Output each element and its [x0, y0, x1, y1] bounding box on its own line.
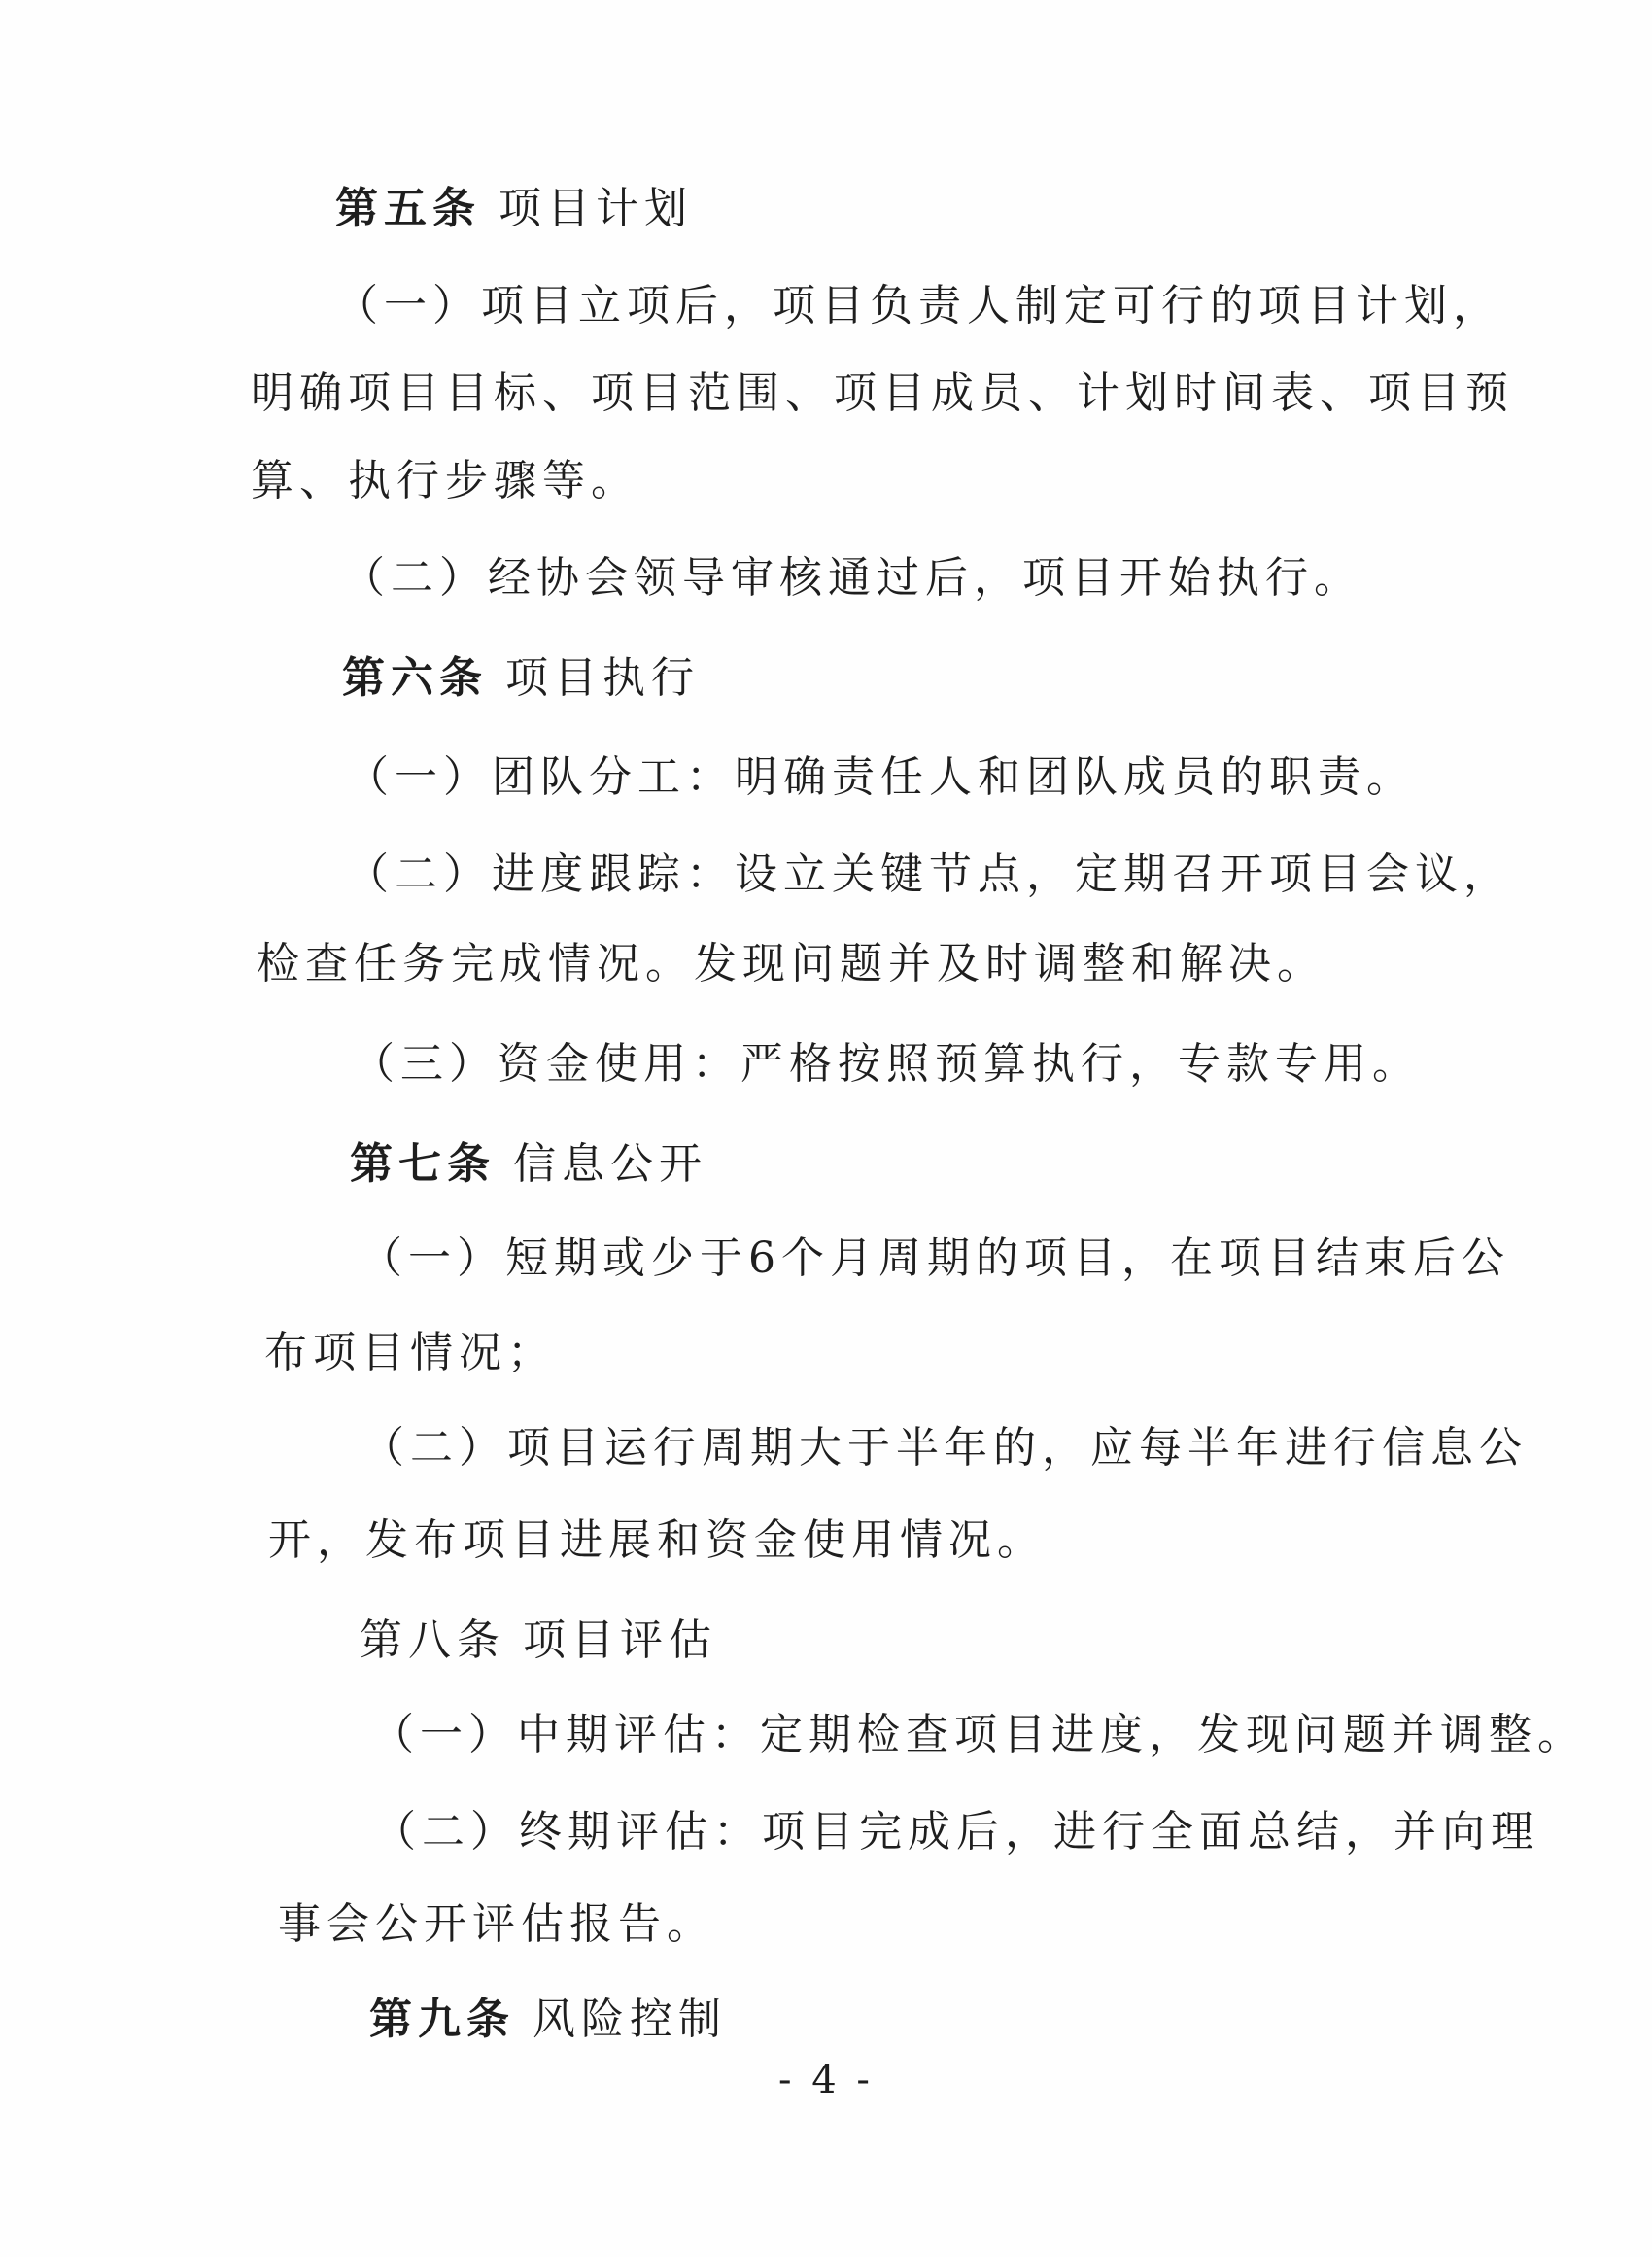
paragraph-line: （二）终期评估：项目完成后，进行全面总结，并向理 — [373, 1807, 1539, 1857]
paragraph-line: （二）项目运行周期大于半年的，应每半年进行信息公 — [361, 1423, 1528, 1473]
article-6-heading — [342, 649, 700, 708]
article-number: 第六条 — [342, 653, 488, 703]
paragraph-line: （一）团队分工：明确责任人和团队成员的职责。 — [346, 752, 1415, 802]
paragraph-line: 算、执行步骤等。 — [251, 456, 639, 505]
paragraph-line: （一）短期或少于6个月周期的项目，在项目结束后公 — [360, 1233, 1510, 1283]
paragraph-line: （一）项目立项后，项目负责人制定可行的项目计划， — [335, 281, 1501, 330]
paragraph-line: 布项目情况； — [264, 1328, 556, 1377]
article-number: 第八条 — [360, 1615, 505, 1665]
article-title: 项目计划 — [499, 184, 693, 233]
paragraph-line: 事会公开评估报告。 — [278, 1899, 715, 1949]
article-9-heading — [369, 1991, 727, 2049]
article-title: 风险控制 — [533, 1995, 727, 2044]
article-number: 第九条 — [369, 1995, 515, 2044]
paragraph-line: 开，发布项目进展和资金使用情况。 — [268, 1515, 1046, 1565]
paragraph-line: （二）经协会领导审核通过后，项目开始执行。 — [342, 553, 1362, 603]
article-title: 项目评估 — [523, 1615, 717, 1665]
article-number: 第七条 — [350, 1139, 496, 1189]
paragraph-line: 明确项目目标、项目范围、项目成员、计划时间表、项目预 — [251, 368, 1514, 418]
paragraph-line: 检查任务完成情况。发现问题并及时调整和解决。 — [257, 939, 1325, 989]
article-5-heading — [335, 180, 693, 238]
article-title: 信息公开 — [513, 1139, 707, 1189]
article-title: 项目执行 — [505, 653, 700, 703]
paragraph-line: （二）进度跟踪：设立关键节点，定期召开项目会议， — [346, 850, 1512, 899]
article-number: 第五条 — [335, 184, 481, 233]
page-number: - 4 - — [778, 2058, 874, 2102]
paragraph-line: （三）资金使用：严格按照预算执行，专款专用。 — [352, 1039, 1421, 1089]
article-7-heading — [350, 1135, 707, 1194]
paragraph-line: （一）中期评估：定期检查项目进度，发现问题并调整。 — [371, 1710, 1586, 1759]
article-8-heading — [360, 1612, 717, 1670]
